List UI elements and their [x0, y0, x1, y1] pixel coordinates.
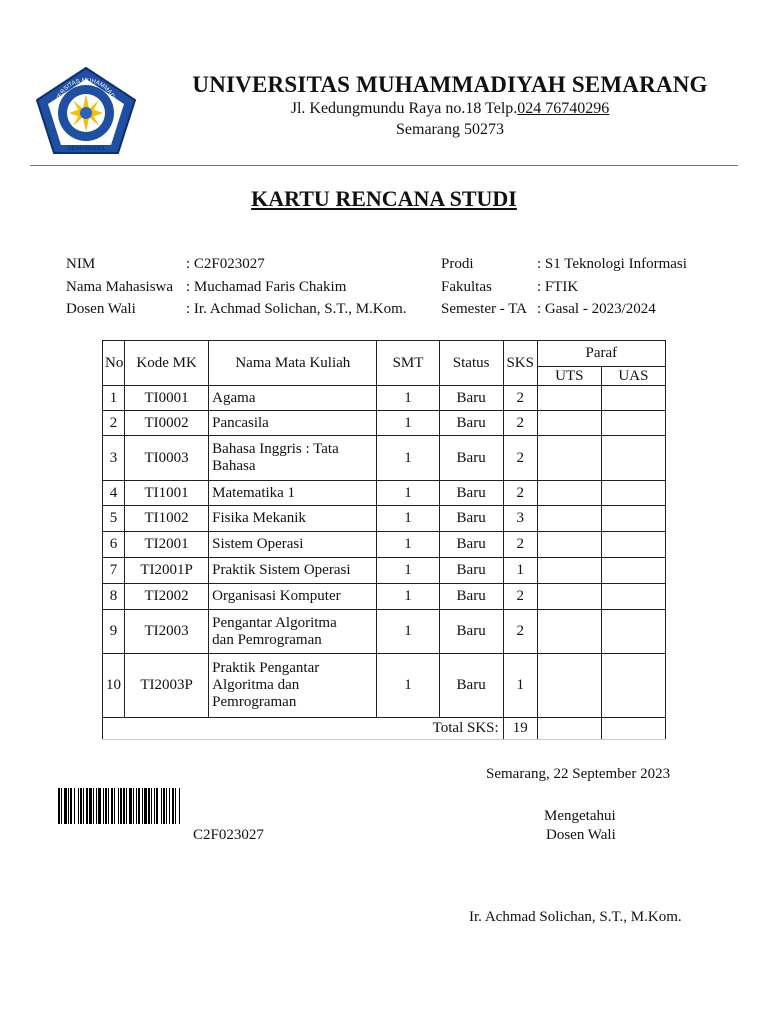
cell-kode: TI1001: [125, 481, 209, 506]
cell-smt: 1: [377, 386, 439, 411]
barcode-bar: [179, 788, 180, 824]
total-row: [103, 718, 666, 740]
cell-no: 8: [103, 584, 125, 610]
cell-smt: 1: [377, 584, 439, 610]
barcode-bar: [80, 788, 82, 824]
barcode-bar: [108, 788, 109, 824]
cell-status: Baru: [439, 411, 503, 436]
semester-value: : Gasal - 2023/2024: [537, 301, 656, 317]
barcode-bar: [169, 788, 170, 824]
cell-uas: [601, 584, 665, 610]
cell-no: 5: [103, 506, 125, 532]
header-uas: UAS: [601, 367, 665, 386]
cell-sks: 1: [503, 558, 537, 584]
cell-status: Baru: [439, 654, 503, 718]
table-row: [103, 584, 666, 610]
cell-uts: [537, 481, 601, 506]
cell-uas: [601, 386, 665, 411]
prodi-label: Prodi: [441, 256, 474, 272]
cell-nama-line: Algoritma dan: [212, 677, 300, 693]
cell-sks: 2: [503, 386, 537, 411]
barcode-bar: [111, 788, 113, 824]
cell-nama-line: Bahasa: [212, 458, 256, 474]
table-row: [103, 411, 666, 436]
acknowledge-label: Mengetahui: [544, 808, 616, 824]
barcode-bar: [142, 788, 143, 824]
table-row: [103, 506, 666, 532]
header-nama: Nama Mata Kuliah: [209, 341, 377, 386]
barcode-bar: [148, 788, 150, 824]
wali-label: Dosen Wali: [66, 301, 136, 317]
header-uts: UTS: [537, 367, 601, 386]
cell-nama-line: Pemrograman: [212, 694, 297, 710]
cell-smt: 1: [377, 411, 439, 436]
barcode-bar: [83, 788, 84, 824]
cell-smt: 1: [377, 654, 439, 718]
cell-uas: [601, 481, 665, 506]
cell-nama: Organisasi Komputer: [209, 584, 377, 610]
barcode-bar: [96, 788, 97, 824]
barcode-bar: [123, 788, 125, 824]
cell-nama-line: dan Pemrograman: [212, 631, 322, 648]
header-smt: SMT: [377, 341, 439, 386]
nim-value: : C2F023027: [186, 256, 265, 272]
table-row: [103, 610, 666, 654]
barcode-bar: [61, 788, 62, 824]
university-logo: [34, 66, 138, 156]
cell-kode: TI2001P: [125, 558, 209, 584]
wali-value: : Ir. Achmad Solichan, S.T., M.Kom.: [186, 301, 407, 317]
cell-sks: 2: [503, 532, 537, 558]
cell-no: 4: [103, 481, 125, 506]
barcode-bar: [151, 788, 152, 824]
university-city: Semarang 50273: [396, 121, 504, 138]
barcode-bar: [98, 788, 101, 824]
cell-uts: [537, 386, 601, 411]
cell-uts: [537, 506, 601, 532]
cell-status: Baru: [439, 558, 503, 584]
cell-sks: 1: [503, 654, 537, 718]
fakultas-label: Fakultas: [441, 279, 492, 295]
header-paraf: Paraf: [537, 341, 665, 367]
barcode-bar: [103, 788, 104, 824]
cell-uts: [537, 411, 601, 436]
cell-nama-line: Praktik Pengantar: [212, 660, 320, 676]
cell-no: 2: [103, 411, 125, 436]
barcode-bar: [163, 788, 165, 824]
cell-kode: TI0003: [125, 436, 209, 481]
barcode-bar: [118, 788, 119, 824]
cell-sks: 3: [503, 506, 537, 532]
barcode-bar: [126, 788, 127, 824]
cell-nama: [209, 436, 377, 481]
cell-uas: [601, 506, 665, 532]
cell-no: 9: [103, 610, 125, 654]
dosen-wali-label: Dosen Wali: [546, 827, 616, 843]
cell-smt: 1: [377, 610, 439, 654]
cell-uas: [601, 558, 665, 584]
table-row: [103, 558, 666, 584]
barcode-bar: [136, 788, 137, 824]
cell-nama: [209, 654, 377, 718]
cell-no: 10: [103, 654, 125, 718]
cell-kode: TI2003P: [125, 654, 209, 718]
barcode-bar: [114, 788, 115, 824]
nim-label: NIM: [66, 256, 96, 272]
header-sks: SKS: [503, 341, 537, 386]
cell-status: Baru: [439, 386, 503, 411]
cell-nama: Matematika 1: [209, 481, 377, 506]
header-kode: Kode MK: [125, 341, 209, 386]
nama-value: : Muchamad Faris Chakim: [186, 279, 347, 295]
phone-number: 024 76740296: [517, 100, 610, 117]
barcode-bar: [144, 788, 147, 824]
cell-no: 7: [103, 558, 125, 584]
barcode-bar: [86, 788, 88, 824]
cell-no: 3: [103, 436, 125, 481]
barcode-bar: [172, 788, 174, 824]
nama-label: Nama Mahasiswa: [66, 279, 174, 295]
cell-no: 1: [103, 386, 125, 411]
barcode-bar: [93, 788, 94, 824]
total-value: 19: [503, 718, 537, 740]
total-empty-uas: [601, 718, 665, 740]
cell-nama: Sistem Operasi: [209, 532, 377, 558]
barcode-bar: [154, 788, 155, 824]
cell-kode: TI2002: [125, 584, 209, 610]
table-row: [103, 481, 666, 506]
cell-nama: Pancasila: [209, 411, 377, 436]
cell-smt: 1: [377, 436, 439, 481]
cell-nama: Agama: [209, 386, 377, 411]
cell-status: Baru: [439, 584, 503, 610]
barcode-bar: [74, 788, 75, 824]
table-row: [103, 386, 666, 411]
university-address: [150, 100, 750, 118]
table-row: [103, 654, 666, 718]
cell-status: Baru: [439, 436, 503, 481]
cell-status: Baru: [439, 506, 503, 532]
semester-label: Semester - TA: [441, 301, 528, 317]
cell-smt: 1: [377, 532, 439, 558]
cell-kode: TI1002: [125, 506, 209, 532]
cell-nama: Praktik Sistem Operasi: [209, 558, 377, 584]
barcode-bar: [105, 788, 107, 824]
cell-nama-line: Pengantar Algoritma: [212, 614, 337, 631]
place-date: Semarang, 22 September 2023: [486, 766, 671, 782]
barcode-bar: [58, 788, 60, 824]
barcode-bar: [156, 788, 158, 824]
cell-uts: [537, 584, 601, 610]
signer-name: Ir. Achmad Solichan, S.T., M.Kom.: [469, 909, 682, 925]
cell-uts: [537, 436, 601, 481]
cell-sks: 2: [503, 481, 537, 506]
cell-uts: [537, 558, 601, 584]
barcode-bar: [68, 788, 69, 824]
cell-kode: TI2003: [125, 610, 209, 654]
barcode-bar: [120, 788, 122, 824]
barcode-bar: [138, 788, 140, 824]
header-divider: [30, 165, 738, 166]
cell-uas: [601, 610, 665, 654]
cell-nama: Fisika Mekanik: [209, 506, 377, 532]
course-table: [102, 340, 666, 740]
barcode-number: C2F023027: [193, 827, 264, 843]
total-empty-uts: [537, 718, 601, 740]
prodi-value: : S1 Teknologi Informasi: [537, 256, 687, 272]
barcode-bar: [175, 788, 176, 824]
barcode-bar: [133, 788, 134, 824]
cell-smt: 1: [377, 481, 439, 506]
barcode: [58, 788, 272, 824]
table-row: [103, 532, 666, 558]
cell-uas: [601, 436, 665, 481]
barcode-bar: [161, 788, 162, 824]
barcode-bar: [89, 788, 92, 824]
cell-sks: 2: [503, 411, 537, 436]
cell-sks: 2: [503, 436, 537, 481]
university-name: UNIVERSITAS MUHAMMADIYAH SEMARANG: [192, 72, 708, 97]
cell-uas: [601, 654, 665, 718]
cell-uts: [537, 610, 601, 654]
cell-kode: TI0001: [125, 386, 209, 411]
logo-city-text: SEMARANG: [67, 145, 105, 152]
cell-uts: [537, 654, 601, 718]
cell-nama-line: Bahasa Inggris : Tata: [212, 441, 339, 457]
barcode-bar: [129, 788, 132, 824]
fakultas-value: : FTIK: [537, 279, 579, 295]
barcode-bar: [166, 788, 167, 824]
header-status: Status: [439, 341, 503, 386]
cell-nama: [209, 610, 377, 654]
cell-no: 6: [103, 532, 125, 558]
cell-uas: [601, 411, 665, 436]
cell-kode: TI0002: [125, 411, 209, 436]
cell-sks: 2: [503, 584, 537, 610]
barcode-bar: [70, 788, 72, 824]
cell-sks: 2: [503, 610, 537, 654]
document-title: KARTU RENCANA STUDI: [251, 186, 517, 211]
cell-uas: [601, 532, 665, 558]
address-text: Jl. Kedungmundu Raya no.18 Telp.: [290, 100, 518, 117]
cell-kode: TI2001: [125, 532, 209, 558]
barcode-bar: [64, 788, 67, 824]
cell-smt: 1: [377, 506, 439, 532]
cell-smt: 1: [377, 558, 439, 584]
total-label: Total SKS:: [103, 718, 504, 740]
table-row: [103, 436, 666, 481]
header-no: No: [103, 341, 125, 386]
cell-uts: [537, 532, 601, 558]
barcode-bar: [78, 788, 79, 824]
logo-arc-text: UNIVERSITAS MUHAMMADIYAH: [53, 77, 119, 112]
cell-status: Baru: [439, 532, 503, 558]
cell-status: Baru: [439, 481, 503, 506]
cell-status: Baru: [439, 610, 503, 654]
